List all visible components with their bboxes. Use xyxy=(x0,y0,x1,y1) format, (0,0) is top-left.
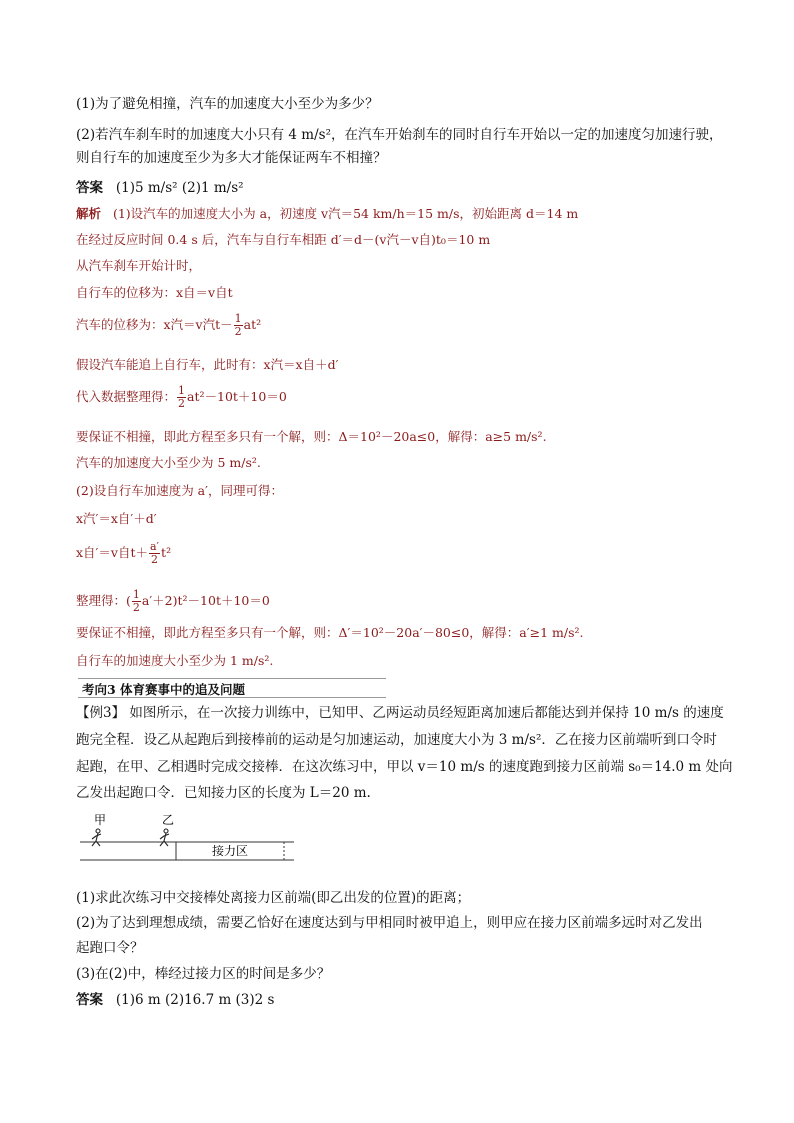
answer-label: 答案 xyxy=(76,180,103,196)
solution-label: 解析 xyxy=(76,206,102,221)
example-line-4: 乙发出起跑口令．已知接力区的长度为 L＝20 m. xyxy=(76,785,371,801)
answer-1 xyxy=(76,179,244,197)
answer-text: (1)6 m (2)16.7 m (3)2 s xyxy=(115,992,275,1008)
question-2-line-1: (2)若汽车刹车时的加速度大小只有 4 m/s²，在汽车开始刹车的同时自行车开始以一定的加速度匀加速行驶， xyxy=(76,127,723,143)
fraction-half: $\frac{1}{2}$ xyxy=(178,384,186,410)
answer-text: (1)5 m/s² (2)1 m/s² xyxy=(115,180,244,196)
solution-line-1: 解析 (1)设汽车的加速度大小为 a，初速度 v汽＝54 km/h＝15 m/s，初始距离 d＝14 m xyxy=(76,206,579,221)
solution-line-9: 汽车的加速度大小至少为 5 m/s². xyxy=(76,455,261,470)
solution-line-11: x汽′＝x自′＋d′ xyxy=(76,511,157,526)
fraction-a: $\frac{a'}{2}$ xyxy=(149,540,160,566)
zone-label: 接力区 xyxy=(212,844,249,858)
runner-a-label: 甲 xyxy=(94,813,107,827)
question-2-line-2: 则自行车的加速度至少为多大才能保证两车不相撞？ xyxy=(76,150,387,166)
example-line-2: 跑完全程．设乙从起跑后到接棒前的运动是匀加速运动，加速度大小为 3 m/s²．乙在接力区前端听到口令时 xyxy=(76,732,717,748)
bottom-question-2-line-2: 起跑口令？ xyxy=(76,940,144,956)
solution-line-5: 汽车的位移为：x汽＝v汽t－ $\frac{1}{2}$ at² xyxy=(76,312,262,338)
runner-b-figure xyxy=(160,829,169,846)
solution-line-12: x自′＝v自t＋ $\frac{a'}{2}$ t² xyxy=(76,540,172,566)
section-heading xyxy=(78,678,386,698)
question-1: (1)为了避免相撞，汽车的加速度大小至少为多少？ xyxy=(76,96,379,112)
solution-line-6: 假设汽车能追上自行车，此时有：x汽＝x自＋d′ xyxy=(76,357,339,372)
relay-diagram xyxy=(76,812,306,874)
answer-2 xyxy=(76,991,274,1009)
solution-line-3: 从汽车刹车开始计时， xyxy=(76,258,202,273)
solution-line-13: 整理得：( $\frac{1}{2}$ a′＋2)t²－10t＋10＝0 xyxy=(76,588,270,614)
fraction-half: $\frac{1}{2}$ xyxy=(234,312,242,338)
solution-line-14: 要保证不相撞，即此方程至多只有一个解，则：Δ′＝10²－20a′－80≤0，解得：a′≥1 m/s². xyxy=(76,625,584,640)
solution-line-7: 代入数据整理得： $\frac{1}{2}$ at²－10t＋10＝0 xyxy=(76,384,287,410)
example-line-1: 【例3】 如图所示，在一次接力训练中，已知甲、乙两运动员经短距离加速后都能达到并保持 10 m/s 的速度 xyxy=(76,705,724,721)
solution-line-2: 在经过反应时间 0.4 s 后，汽车与自行车相距 d′＝d－(v汽－v自)t₀＝10 m xyxy=(76,232,491,247)
runner-b-label: 乙 xyxy=(162,813,175,827)
runner-a-figure xyxy=(92,829,101,846)
bottom-question-2-line-1: (2)为了达到理想成绩，需要乙恰好在速度达到与甲相同时被甲追上，则甲应在接力区前端多远时对乙发出 xyxy=(76,915,703,931)
bottom-question-3: (3)在(2)中，棒经过接力区的时间是多少？ xyxy=(76,966,331,982)
example-line-3: 起跑，在甲、乙相遇时完成交接棒．在这次练习中，甲以 v＝10 m/s 的速度跑到接力区前端 s₀＝14.0 m 处向 xyxy=(76,759,733,775)
fraction-half: $\frac{1}{2}$ xyxy=(132,588,140,614)
bottom-question-1: (1)求此次练习中交接棒处离接力区前端(即乙出发的位置)的距离； xyxy=(76,890,471,906)
solution-line-15: 自行车的加速度大小至少为 1 m/s². xyxy=(76,653,274,668)
answer-label: 答案 xyxy=(76,992,103,1008)
section-title: 考向3 体育赛事中的追及问题 xyxy=(82,682,246,697)
solution-line-8: 要保证不相撞，即此方程至多只有一个解，则：Δ＝10²－20a≤0，解得：a≥5 m/s². xyxy=(76,429,547,444)
solution-line-10: (2)设自行车加速度为 a′，同理可得： xyxy=(76,483,283,498)
solution-line-4: 自行车的位移为：x自＝v自t xyxy=(76,285,233,300)
